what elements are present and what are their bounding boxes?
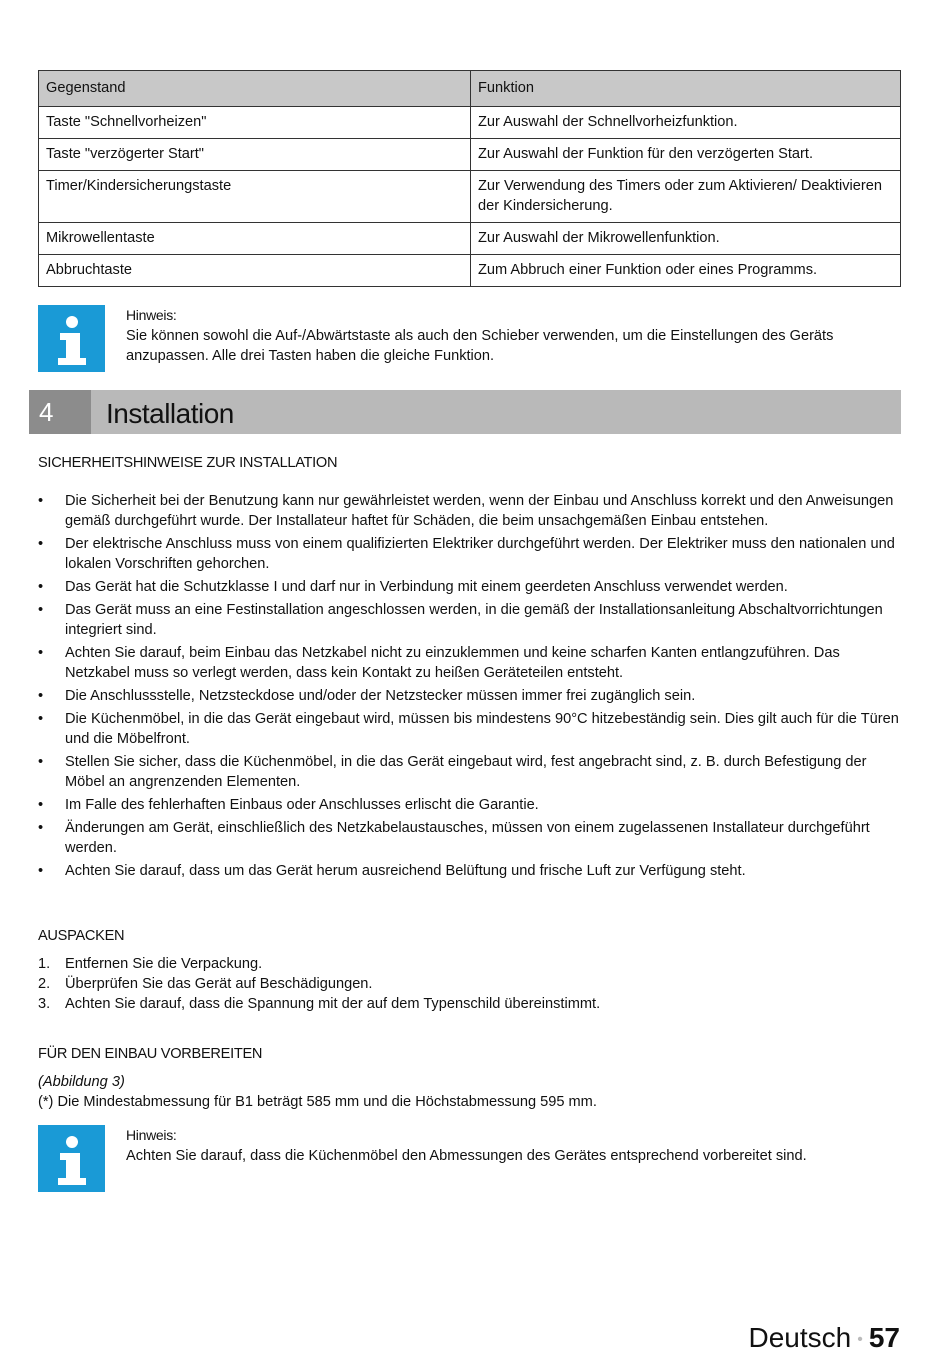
note-text: Achten Sie darauf, dass die Küchenmöbel den Abmessungen des Gerätes entsprechend vorbereitet sind. [126, 1148, 807, 1164]
list-item: • Achten Sie darauf, dass um das Gerät herum ausreichend Belüftung und frische Luft zur Verfügung steht. [38, 863, 746, 879]
list-item: • Der elektrische Anschluss muss von einem qualifizierten Elektriker durchgeführt werden. Der Elektriker muss den nationalen und lokalen Vorschriften gehorchen. [38, 536, 895, 572]
cell: Abbruchtaste [39, 255, 471, 287]
list-item: • Die Sicherheit bei der Benutzung kann nur gewährleistet werden, wenn der Einbau und Anschluss korrekt und den Anweisungen gemäß durchgeführt wurde. Der Installateur haftet für Schäden, die beim unsachgemäßen Einbau entstehen. [38, 493, 894, 529]
header-cell: Funktion [471, 71, 901, 107]
cell: Zur Auswahl der Funktion für den verzögerten Start. [471, 139, 901, 171]
list-item: • Die Anschlussstelle, Netzsteckdose und/oder der Netzstecker müssen immer frei zugänglich sein. [38, 688, 696, 704]
info-icon [38, 305, 105, 372]
list-item: 1. Entfernen Sie die Verpackung. [38, 956, 263, 972]
page-footer [749, 1322, 900, 1354]
list-item: 3. Achten Sie darauf, dass die Spannung mit der auf dem Typenschild übereinstimmt. [38, 996, 601, 1012]
cell: Zur Auswahl der Mikrowellenfunktion. [471, 223, 901, 255]
cell: Taste "verzögerter Start" [39, 139, 471, 171]
prepare-heading: FÜR DEN EINBAU VORBEREITEN [38, 1046, 263, 1062]
cell: Taste "Schnellvorheizen" [39, 107, 471, 139]
note-title: Hinweis: [126, 307, 177, 323]
section-header [29, 390, 901, 434]
list-item: • Das Gerät hat die Schutzklasse I und darf nur in Verbindung mit einem geerdeten Anschluss verwendet werden. [38, 579, 788, 595]
table-row [39, 139, 901, 171]
cell: Zur Verwendung des Timers oder zum Aktivieren/ Deaktivieren der Kindersicherung. [471, 171, 901, 223]
list-item: • Stellen Sie sicher, dass die Küchenmöbel, in die das Gerät eingebaut wird, fest angebracht sind, z. B. durch Befestigung der Möbel an angrenzenden Elementen. [38, 754, 867, 790]
table-row [39, 255, 901, 287]
page-number: 57 [868, 1322, 900, 1353]
list-item: • Das Gerät muss an eine Festinstallation angeschlossen werden, in die gemäß der Installationsanleitung Abschaltvorrichtungen integriert sind. [38, 602, 883, 638]
cell: Timer/Kindersicherungstaste [39, 171, 471, 223]
prepare-text: (*) Die Mindestabmessung für B1 beträgt 585 mm und die Höchstabmessung 595 mm. [38, 1094, 597, 1110]
table-row [39, 171, 901, 223]
cell: Zur Auswahl der Schnellvorheizfunktion. [471, 107, 901, 139]
figure-reference: (Abbildung 3) [38, 1074, 125, 1090]
table-header-row [39, 71, 901, 107]
section-number: 4 [29, 390, 91, 434]
cell: Mikrowellentaste [39, 223, 471, 255]
section-title: Installation [106, 398, 234, 429]
note-title: Hinweis: [126, 1127, 177, 1143]
list-item: • Im Falle des fehlerhaften Einbaus oder Anschlusses erlischt die Garantie. [38, 797, 539, 813]
unpack-heading: AUSPACKEN [38, 928, 125, 944]
cell: Zum Abbruch einer Funktion oder eines Programms. [471, 255, 901, 287]
list-item: • Änderungen am Gerät, einschließlich des Netzkabelaustausches, müssen von einem zugelassenen Installateur durchgeführt werden. [38, 820, 870, 856]
list-item: 2. Überprüfen Sie das Gerät auf Beschädigungen. [38, 976, 373, 992]
table-row [39, 223, 901, 255]
table-row [39, 107, 901, 139]
separator-dot: • [857, 1330, 863, 1348]
safety-list [38, 491, 900, 884]
controls-table [38, 70, 901, 287]
info-icon [38, 1125, 105, 1192]
header-cell: Gegenstand [39, 71, 471, 107]
footer-language: Deutsch [748, 1322, 852, 1353]
unpack-list [38, 954, 900, 1014]
safety-heading: SICHERHEITSHINWEISE ZUR INSTALLATION [38, 455, 338, 471]
note-box [38, 1125, 900, 1166]
note-text: Sie können sowohl die Auf-/Abwärtstaste als auch den Schieber verwenden, um die Einstellungen des Geräts anzupassen. Alle drei Tasten haben die gleiche Funktion. [126, 328, 834, 364]
list-item: • Achten Sie darauf, beim Einbau das Netzkabel nicht zu einzuklemmen und keine scharfen Kanten entlangzuführen. Das Netzkabel muss so verlegt werden, dass kein Kontakt zu heißen Geräteteilen entsteht. [38, 645, 840, 681]
note-box [38, 305, 900, 366]
list-item: • Die Küchenmöbel, in die das Gerät eingebaut wird, müssen bis mindestens 90°C hitzebeständig sein. Dies gilt auch für die Türen und die Möbelfront. [38, 711, 899, 747]
